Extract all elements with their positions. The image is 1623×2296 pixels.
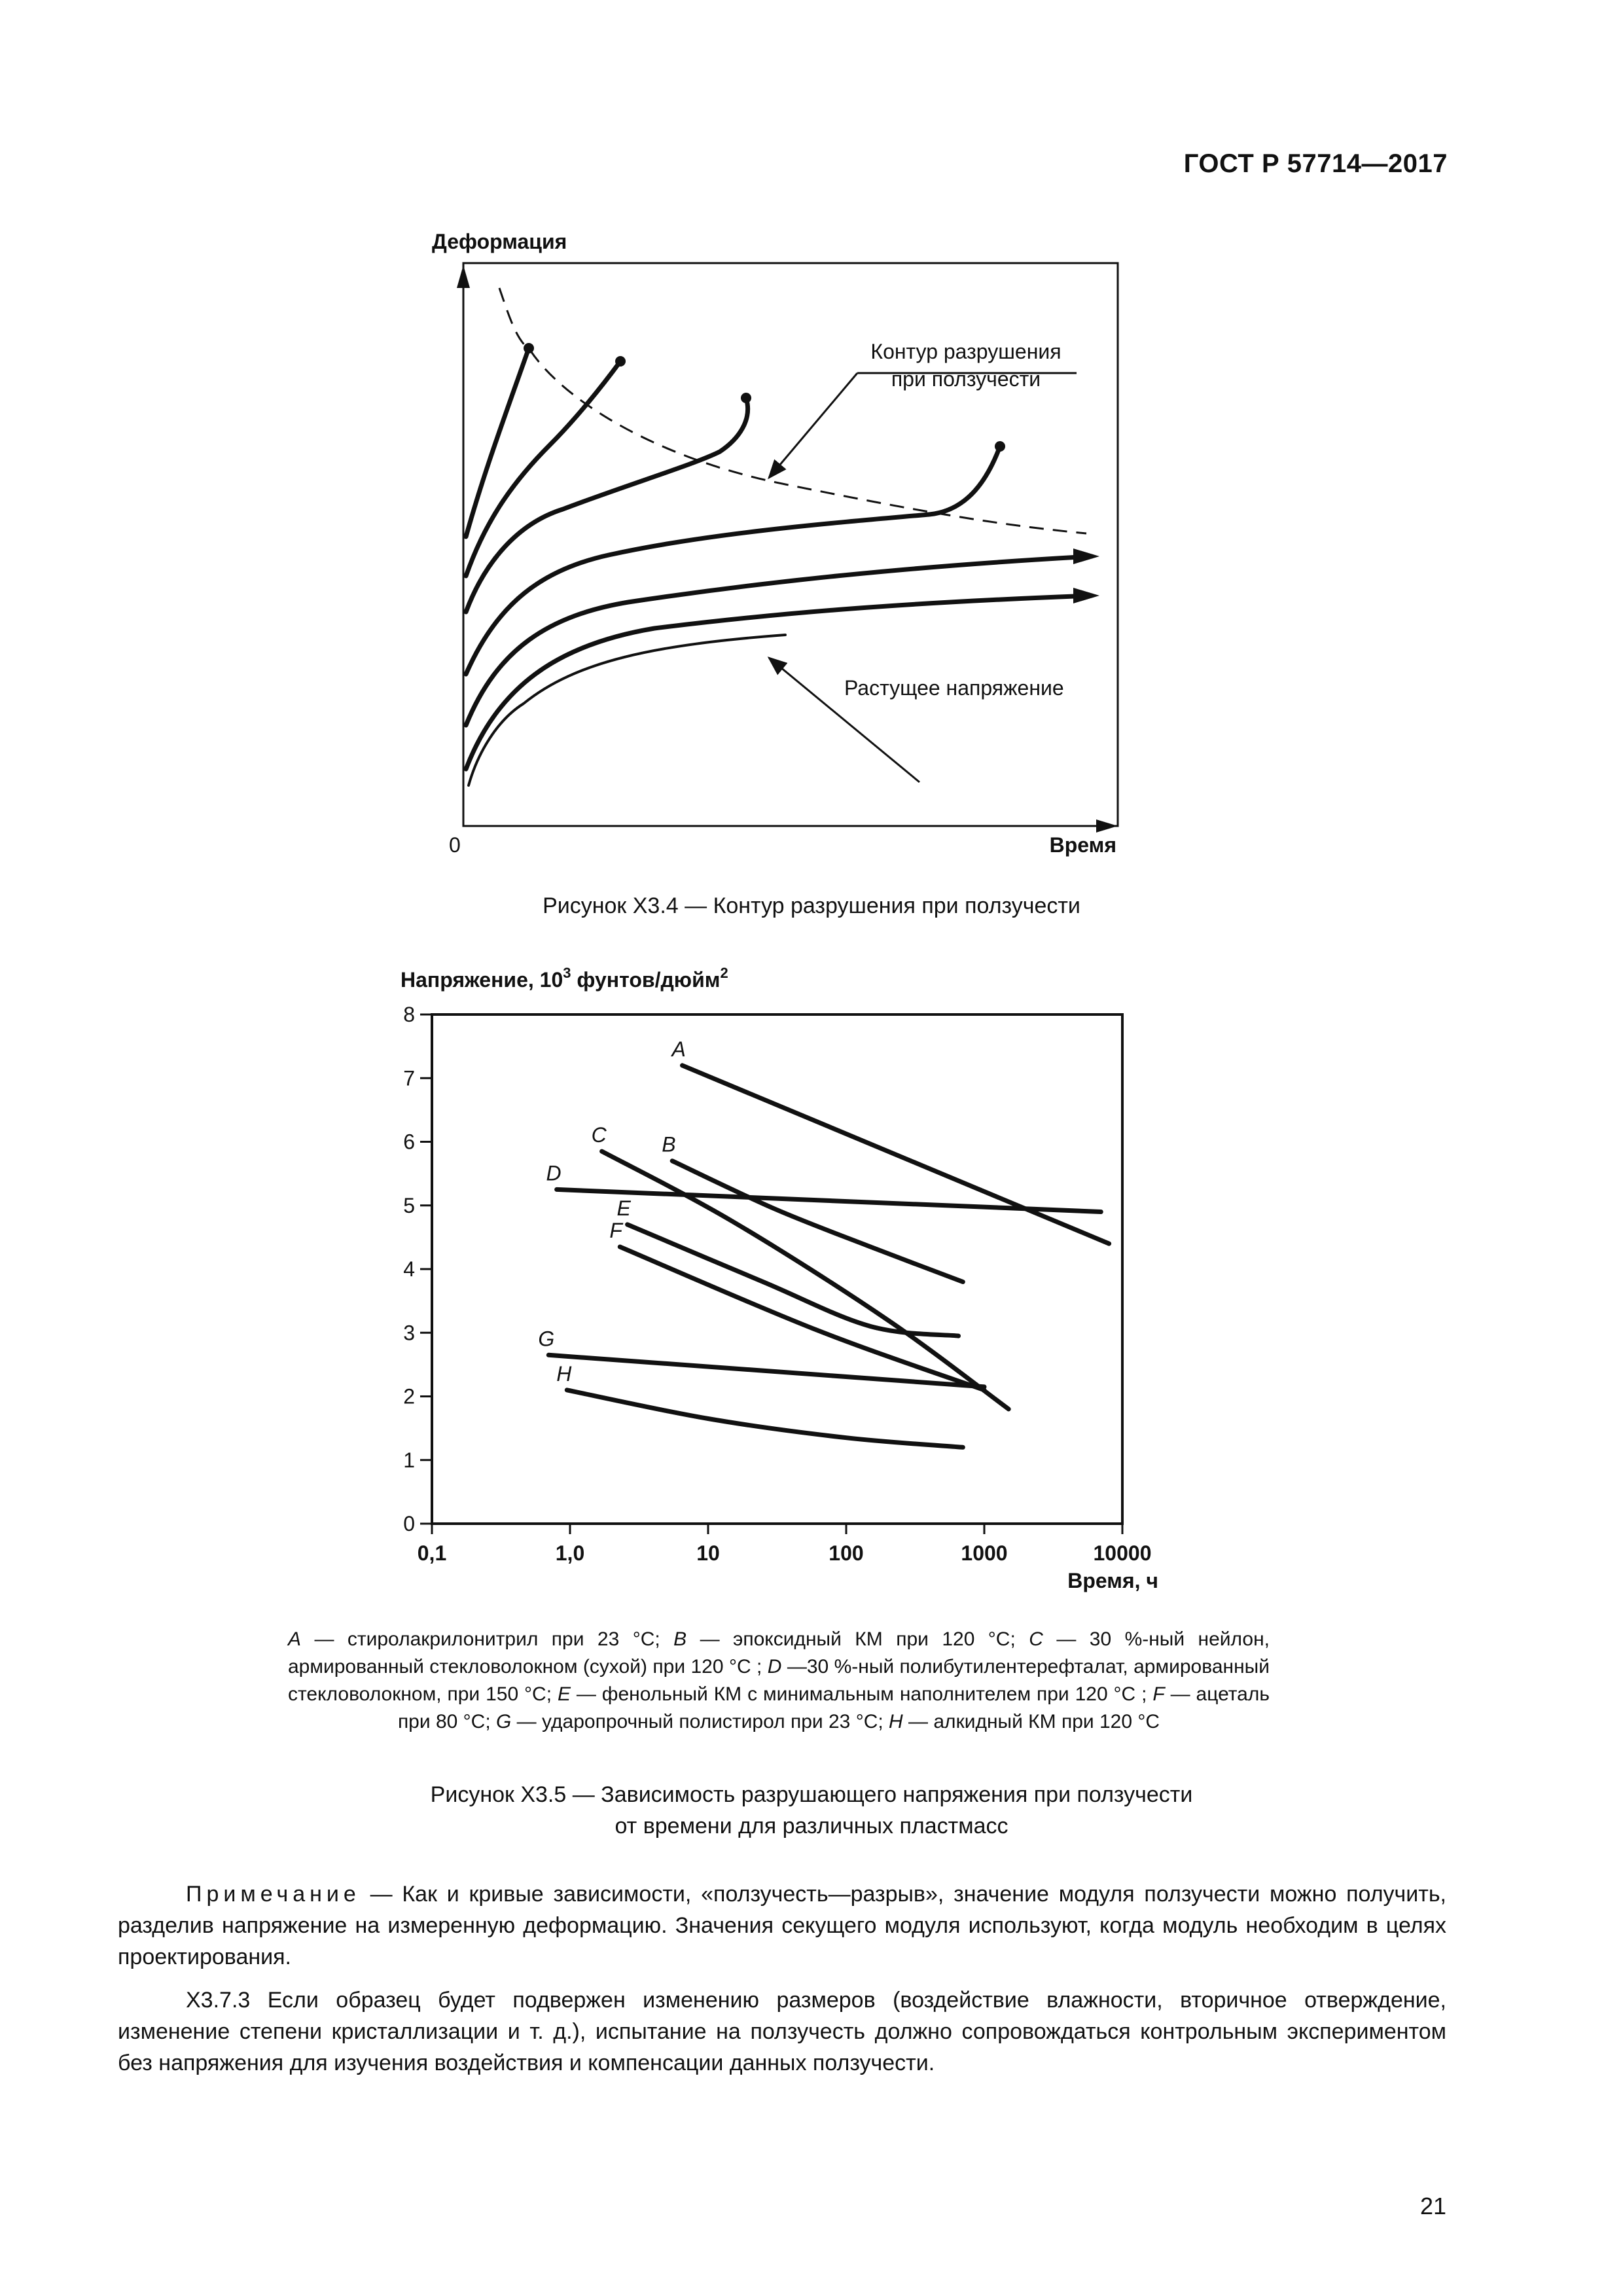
y-tick-label-7: 7 [403, 1066, 415, 1090]
legend-item-e [558, 1683, 1152, 1705]
legend-item-b [673, 1628, 1029, 1650]
series-label-h: H [556, 1361, 572, 1386]
x35-series-lines [548, 1066, 1109, 1448]
legend-text-d: —30 %-ный полибутилентерефталат, армированный стекловолокном, при 150 °C; [288, 1656, 1270, 1705]
x34-envelope-label-line1: Контур разрушения [870, 340, 1061, 363]
x35-x-axis-label: Время, ч [1067, 1569, 1158, 1592]
x-tick-label-10: 10 [696, 1541, 720, 1565]
series-label-c: C [591, 1123, 607, 1147]
x34-stress-label: Растущее напряжение [844, 676, 1064, 700]
x-tick-label-0,1: 0,1 [417, 1541, 447, 1565]
legend-key-b: B [673, 1628, 687, 1650]
paragraph-x373-text: Х3.7.3 Если образец будет подвержен изменению размеров (воздействие влажности, вторичное отверждение, изменение степени кристаллизации и т. д.), испытание на ползучесть должно сопровождаться контрольным экспериментом без напряжения для изучения воздействия и компенсации данных ползучести. [118, 1988, 1446, 2075]
series-line-h [567, 1390, 963, 1448]
y-tick-label-3: 3 [403, 1321, 415, 1345]
x35-ylabel-sup2: 2 [720, 965, 728, 981]
legend-item-a [288, 1628, 673, 1650]
legend-text-f: — ацеталь при 80 °C; [397, 1683, 1270, 1732]
x34-x-axis-label: Время [1049, 833, 1116, 857]
legend-key-c: C [1029, 1628, 1043, 1650]
legend-key-g: G [496, 1711, 512, 1732]
x35-series-labels [538, 1037, 686, 1386]
y-tick-label-2: 2 [403, 1384, 415, 1408]
legend-text-h: — алкидный КМ при 120 °C [902, 1711, 1160, 1732]
figure-x35-caption [0, 1779, 1623, 1842]
legend-key-e: E [557, 1683, 571, 1705]
y-tick-label-5: 5 [403, 1193, 415, 1217]
legend-text-e: — фенольный КМ с минимальным наполнителем при 120 °C ; [570, 1683, 1153, 1705]
legend-text-b: — эпоксидный КМ при 120 °C; [687, 1628, 1029, 1650]
x35-ylabel-sup1: 3 [563, 965, 571, 981]
x35-ticks [403, 1003, 1151, 1565]
figure-x35-caption-line2: от времени для различных пластмасс [615, 1814, 1008, 1839]
legend-key-d: D [767, 1656, 782, 1677]
y-tick-label-8: 8 [403, 1003, 415, 1026]
series-label-e: E [616, 1196, 631, 1220]
x35-ylabel-mid: фунтов/дюйм [571, 968, 721, 992]
standard-code: ГОСТ Р 57714—2017 [1183, 149, 1448, 178]
legend-key-f: F [1152, 1683, 1165, 1705]
legend-text-g: — ударопрочный полистирол при 23 °C; [511, 1711, 889, 1732]
x-tick-label-1,0: 1,0 [555, 1541, 585, 1565]
y-tick-label-6: 6 [403, 1130, 415, 1154]
x-tick-label-1000: 1000 [961, 1541, 1008, 1565]
series-label-g: G [538, 1327, 555, 1351]
series-line-g [548, 1355, 984, 1387]
series-label-f: F [609, 1218, 622, 1242]
y-tick-label-0: 0 [403, 1512, 415, 1535]
note-paragraph [118, 1878, 1446, 1973]
series-line-a [683, 1066, 1109, 1244]
legend-key-h: H [889, 1711, 903, 1732]
x34-origin-label: 0 [449, 833, 461, 857]
x35-ylabel-base: Напряжение, 10 [401, 968, 563, 992]
legend-item-h [889, 1711, 1160, 1732]
y-tick-label-4: 4 [403, 1257, 415, 1281]
x35-y-axis-label [401, 965, 728, 992]
figure-x35-caption-line1: Рисунок Х3.5 — Зависимость разрушающего напряжения при ползучести [430, 1782, 1193, 1807]
series-line-c [602, 1151, 1009, 1409]
page-number: 21 [1419, 2193, 1446, 2219]
legend-key-a: A [288, 1628, 302, 1650]
figure-x35-legend [288, 1626, 1270, 1736]
figure-x34-caption: Рисунок Х3.4 — Контур разрушения при ползучести [543, 893, 1080, 918]
x34-envelope-label-line2: при ползучести [891, 367, 1041, 391]
series-label-b: B [662, 1132, 676, 1157]
note-text: — Как и кривые зависимости, «ползучесть—разрыв», значение модуля ползучести можно получить, разделив напряжение на измеренную деформацию. Значения секущего модуля используют, когда модуль необходим в целях проектирования. [118, 1882, 1446, 1969]
legend-item-g [496, 1711, 889, 1732]
legend-text-a: — стиролакрилонитрил при 23 °C; [301, 1628, 674, 1650]
x35-plot-frame [432, 1014, 1122, 1524]
x-tick-label-10000: 10000 [1093, 1541, 1152, 1565]
paragraph-x373 [118, 1984, 1446, 2079]
series-label-a: A [671, 1037, 686, 1061]
series-label-d: D [546, 1161, 562, 1185]
note-label: Примечание [186, 1882, 361, 1907]
legend-text-c: — 30 %-ный нейлон, армированный стекловолокном (сухой) при 120 °C ; [288, 1628, 1270, 1677]
series-line-d [557, 1189, 1101, 1211]
y-tick-label-1: 1 [403, 1448, 415, 1472]
x-tick-label-100: 100 [829, 1541, 864, 1565]
x34-y-axis-label: Деформация [432, 230, 567, 253]
